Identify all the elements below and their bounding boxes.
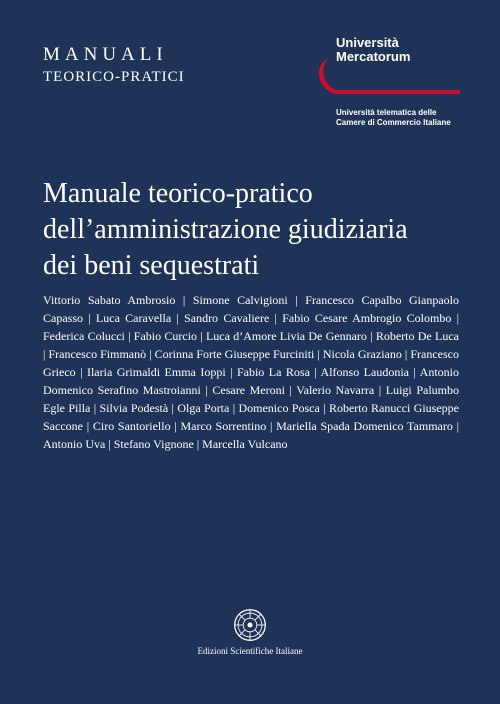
book-title	[43, 176, 463, 284]
swoosh-icon	[312, 56, 462, 106]
author-list: Vittorio Sabato Ambrosio | Simone Calvigioni | Francesco Capalbo Gianpaolo Capasso | Luca Caravella | Sandro Cavaliere | Fabio Cesare Ambrogio Colombo | Federica Colucci | Fabio Curcio | Luca d’Amore Livia De Gennaro | Roberto De Luca | Francesco Fimmanò | Corinna Forte Giuseppe Furciniti | Nicola Graziano | Francesco Grieco | Ilaria Grimaldi Emma Ioppi | Fabio La Rosa | Alfonso Laudonia | Antonio Domenico Serafino Mastroianni | Cesare Meroni | Valerio Navarra | Luigi Palumbo Egle Pilla | Silvia Podestà | Olga Porta | Domenico Posca | Roberto Ranucci Giuseppe Saccone | Ciro Santoriello | Marco Sorrentino | Mariella Spada Domenico Tammaro | Antonio Uva | Stefano Vignone | Marcella Vulcano	[43, 293, 459, 451]
book-title-line: dell’amministrazione giudiziaria	[43, 214, 408, 245]
publisher-name: Edizioni Scientifiche Italiane	[197, 646, 303, 656]
publisher-emblem-icon	[233, 608, 267, 642]
series-label	[43, 44, 185, 86]
book-title-line: dei beni sequestrati	[43, 250, 260, 281]
university-logo	[312, 36, 462, 136]
series-title: MANUALI	[43, 44, 168, 65]
university-name: Università Mercatorum	[336, 35, 411, 64]
series-subtitle: TEORICO-PRATICI	[43, 69, 185, 85]
publisher	[0, 608, 500, 657]
university-description: Università telematica delle Camere di Commercio Italiane	[336, 108, 451, 127]
book-title-line: Manuale teorico-pratico	[43, 178, 313, 209]
